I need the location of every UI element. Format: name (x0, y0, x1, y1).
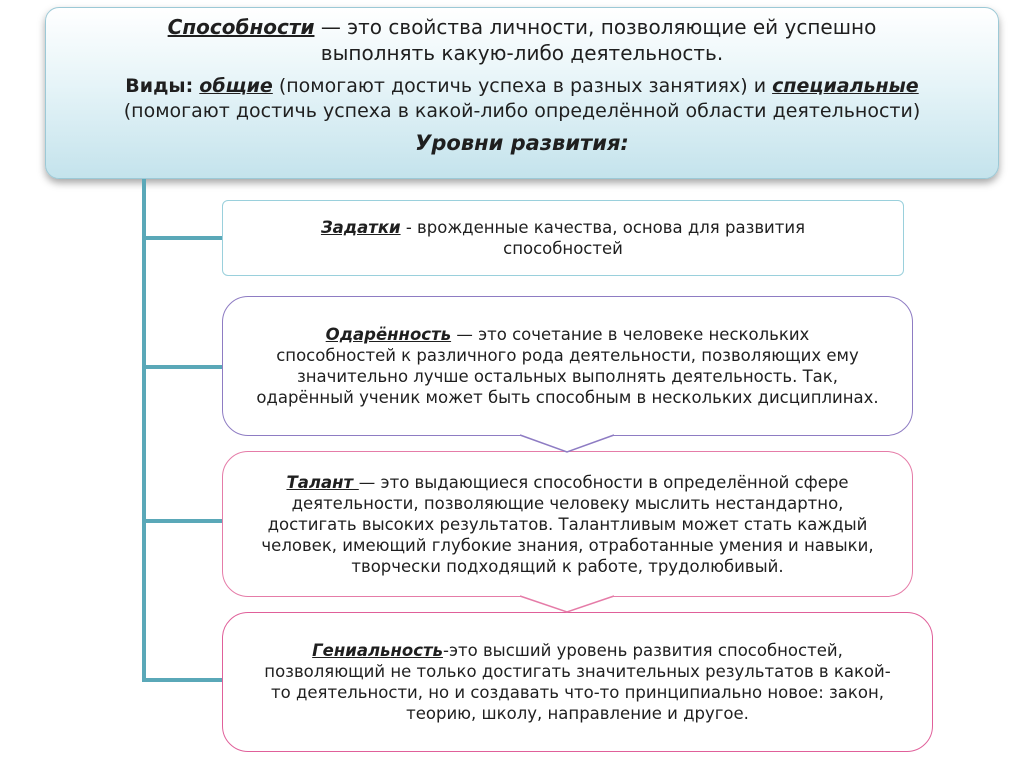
levels-title: Уровни развития: (415, 131, 629, 155)
level-text-talant-1: — это выдающиеся способности в определённой сфере (358, 472, 849, 492)
level-box-odarennost (222, 296, 913, 436)
definition-text-1: — это свойства личности, позволяющие ей успешно (314, 15, 877, 39)
types-general: общие (199, 75, 273, 97)
level-zadatki-line1 (237, 217, 889, 238)
types-special: специальные (772, 75, 919, 97)
level-genialnost-line1 (237, 640, 918, 661)
level-term-zadatki: Задатки (320, 218, 401, 237)
level-box-genialnost (222, 612, 933, 752)
types-general-desc: (помогают достичь успеха в разных занятиях) и (272, 75, 773, 97)
definition-term: Способности (167, 15, 315, 39)
level-term-talant: Талант (286, 472, 359, 492)
level-term-genialnost: Гениальность (312, 641, 443, 660)
level-talant-line1 (237, 472, 898, 493)
level-text-zadatki-2: способностей (503, 239, 623, 258)
definition-line-2: выполнять какую-либо деятельность. (320, 41, 724, 65)
level-box-zadatki (222, 200, 904, 276)
types-special-desc: (помогают достичь успеха в какой-либо определённой области деятельности) (123, 100, 921, 122)
level-text-talant-2: деятельности, позволяющие человеку мыслить нестандартно, достигать высоких результатов. Талантливым может стать каждый человек, имеющий глубокие знания, отработанные умения и навыки, творчески подходящий к работе, трудолюбивый. (261, 493, 874, 576)
level-box-talant (222, 451, 913, 597)
level-text-genialnost-2: позволяющий не только достигать значительных результатов в какой-то деятельности, но и создавать что-то принципиально новое: закон, теорию, школу, направление и другое. (264, 662, 891, 723)
level-text-zadatki-1: - врожденные качества, основа для развития (400, 218, 806, 237)
types-label: Виды: (125, 75, 194, 97)
level-term-odarennost: Одарённость (325, 325, 452, 344)
level-text-odarennost-2: способностей к различного рода деятельности, позволяющих ему значительно лучше остальных выполнять деятельность. Так, одарённый ученик может быть способным в нескольких дисциплинах. (256, 346, 879, 407)
level-text-genialnost-1: -это высший уровень развития способностей, (443, 641, 843, 660)
level-odarennost-line1 (237, 324, 898, 345)
level-text-odarennost-1: — это сочетание в человеке нескольких (451, 325, 810, 344)
